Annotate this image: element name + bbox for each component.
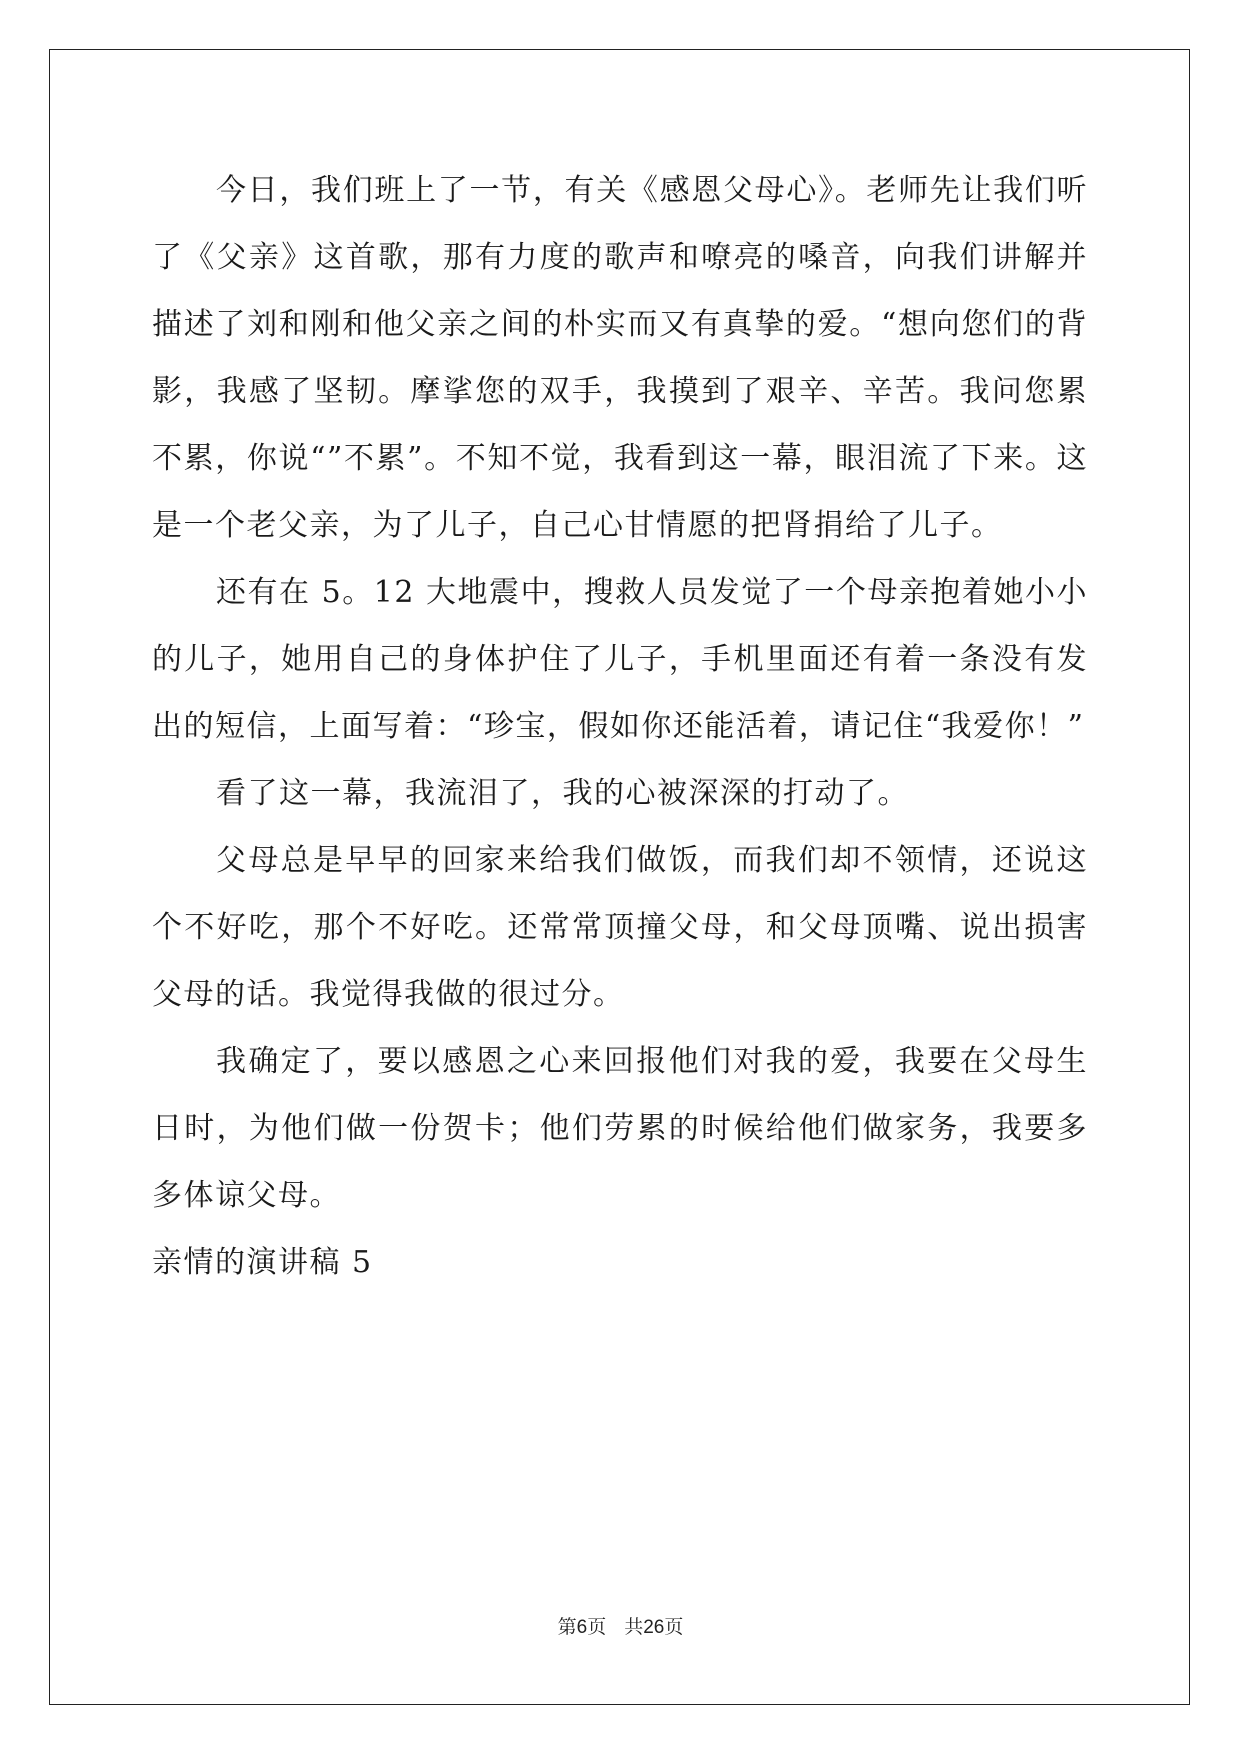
footer-total-pages: 26 bbox=[643, 1617, 665, 1638]
footer-page-number: 6 bbox=[576, 1617, 588, 1638]
paragraph-5: 我确定了，要以感恩之心来回报他们对我的爱，我要在父母生日时，为他们做一份贺卡；他们劳累的时候给他们做家务，我要多多体谅父母。 bbox=[152, 1044, 1088, 1213]
page-footer bbox=[0, 1612, 1241, 1639]
paragraph-3: 看了这一幕，我流泪了，我的心被深深的打动了。 bbox=[216, 776, 909, 811]
document-body bbox=[152, 157, 1088, 1296]
paragraph-2: 还有在 5。12 大地震中，搜救人员发觉了一个母亲抱着她小小的儿子，她用自己的身体护住了儿子，手机里面还有着一条没有发出的短信，上面写着：“珍宝，假如你还能活着，请记住“我爱你！” bbox=[152, 575, 1088, 744]
footer-page-suffix: 页 bbox=[587, 1616, 607, 1638]
section-heading: 亲情的演讲稿 5 bbox=[152, 1245, 373, 1280]
footer-prefix: 第 bbox=[557, 1616, 577, 1638]
footer-total-suffix: 页 bbox=[664, 1616, 684, 1638]
footer-total-prefix: 共 bbox=[624, 1616, 644, 1638]
paragraph-1: 今日，我们班上了一节，有关《感恩父母心》。老师先让我们听了《父亲》这首歌，那有力度的歌声和嘹亮的嗓音，向我们讲解并描述了刘和刚和他父亲之间的朴实而又有真挚的爱。“想向您们的背影，我感了坚韧。摩挲您的双手，我摸到了艰辛、辛苦。我问您累不累，你说“”不累”。不知不觉，我看到这一幕，眼泪流了下来。这是一个老父亲，为了儿子，自己心甘情愿的把肾捐给了儿子。 bbox=[152, 173, 1088, 543]
paragraph-4: 父母总是早早的回家来给我们做饭，而我们却不领情，还说这个不好吃，那个不好吃。还常常顶撞父母，和父母顶嘴、说出损害父母的话。我觉得我做的很过分。 bbox=[152, 843, 1088, 1012]
